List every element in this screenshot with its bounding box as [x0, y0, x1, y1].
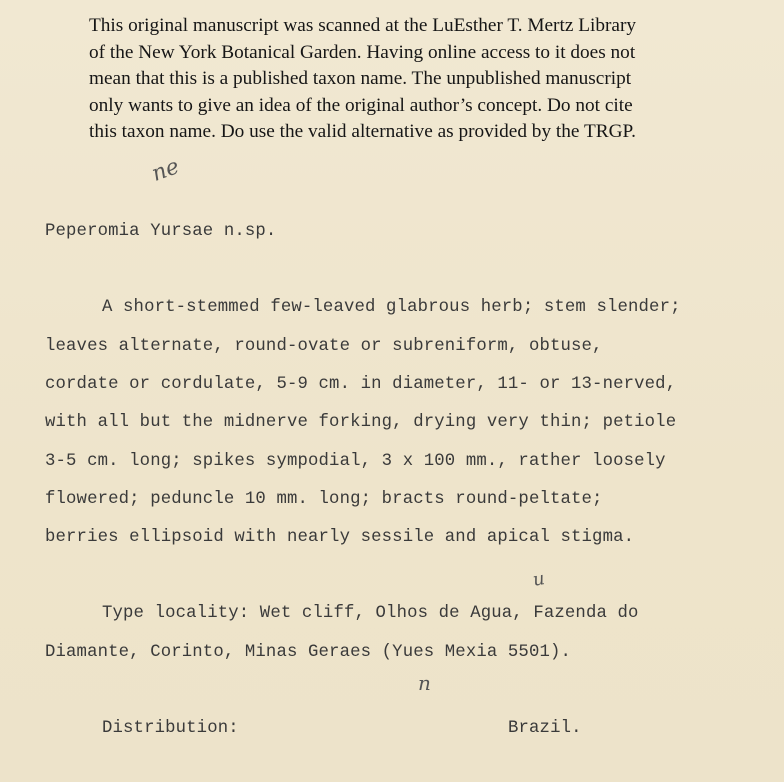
disclaimer-line: of the New York Botanical Garden. Having online access to it does not [89, 41, 636, 63]
handwritten-annotation-title: ne [148, 154, 183, 187]
description-line: leaves alternate, round-ovate or subreniform, obtuse, [45, 337, 603, 356]
taxon-title: Peperomia Yursae n.sp. [45, 222, 277, 241]
locality-line: Diamante, Corinto, Minas Geraes (Yues Mexia 5501). [45, 643, 572, 662]
distribution-value: Brazil. [508, 719, 582, 738]
handwritten-annotation-collector: n [418, 671, 431, 695]
disclaimer-line: mean that this is a published taxon name. The unpublished manuscript [89, 68, 632, 89]
description-line: 3-5 cm. long; spikes sympodial, 3 x 100 mm., rather loosely [45, 452, 666, 471]
disclaimer-line: only wants to give an idea of the original author’s concept. Do not cite [89, 94, 633, 116]
disclaimer-line: this taxon name. Do use the valid alternative as provided by the TRGP. [89, 121, 636, 142]
description-line: with all but the midnerve forking, drying very thin; petiole [45, 413, 677, 432]
disclaimer-line: This original manuscript was scanned at the LuEsther T. Mertz Library [89, 15, 637, 36]
description-line: berries ellipsoid with nearly sessile and apical stigma. [45, 528, 635, 547]
distribution-label: Distribution: [102, 719, 239, 738]
handwritten-annotation-locality: u [531, 568, 547, 591]
disclaimer-notice [89, 13, 749, 146]
description-line: A short-stemmed few-leaved glabrous herb; stem slender; [102, 298, 681, 317]
description-line: cordate or cordulate, 5-9 cm. in diameter, 11- or 13-nerved, [45, 375, 677, 394]
description-line: flowered; peduncle 10 mm. long; bracts round-peltate; [45, 490, 603, 509]
locality-line: Type locality: Wet cliff, Olhos de Agua, Fazenda do [102, 604, 639, 623]
